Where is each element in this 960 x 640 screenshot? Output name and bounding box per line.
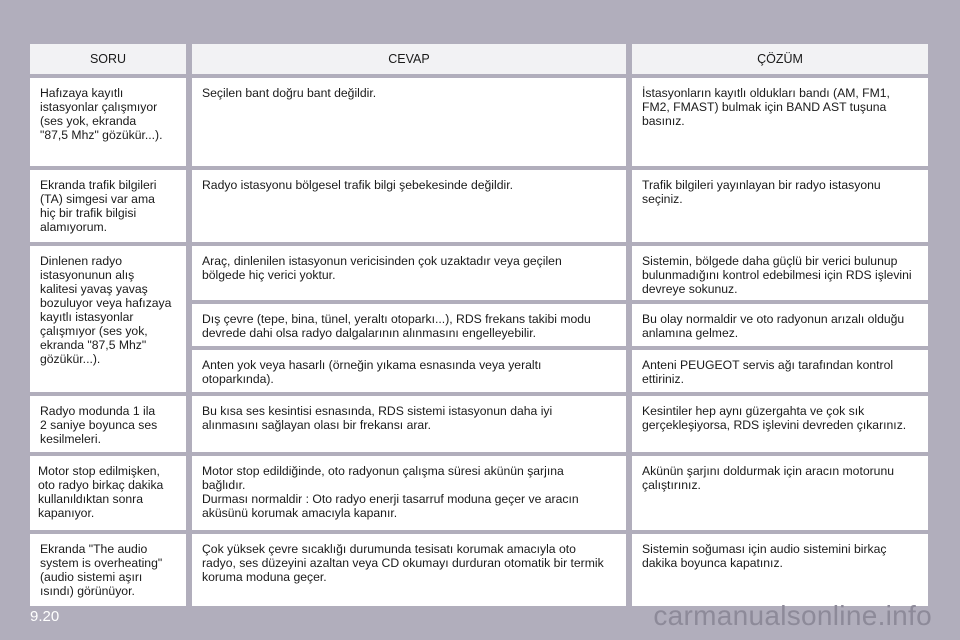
solution-cell: Kesintiler hep aynı güzergahta ve çok sık gerçekleşiyorsa, RDS işlevini devreden çıkarınız. — [632, 396, 928, 452]
cause-cell: Anten yok veya hasarlı (örneğin yıkama esnasında veya yeraltı otoparkında). — [192, 350, 626, 392]
cause-cell: Seçilen bant doğru bant değildir. — [192, 78, 626, 166]
problem-cell: Hafızaya kayıtlı istasyonlar çalışmıyor (ses yok, ekranda "87,5 Mhz" gözükür...). — [30, 78, 186, 166]
watermark: carmanualsonline.info — [653, 600, 932, 631]
cause-cell: Araç, dinlenilen istasyonun vericisinden çok uzaktadır veya geçilen bölgede hiç verici yoktur. — [192, 246, 626, 300]
solution-cell: Sistemin soğuması için audio sistemini birkaç dakika boyunca kapatınız. — [632, 534, 928, 606]
problem-cell: Radyo modunda 1 ila 2 saniye boyunca ses kesilmeleri. — [30, 396, 186, 452]
problem-cell: Motor stop edilmişken, oto radyo birkaç dakika kullanıldıktan sonra kapanıyor. — [30, 456, 186, 530]
cause-cell: Motor stop edildiğinde, oto radyonun çalışma süresi akünün şarjına bağlıdır. Durması normaldir : Oto radyo enerji tasarruf moduna geçer ve aracın aküsünü korumak amacıyla kapanır. — [192, 456, 626, 530]
problem-cell: Ekranda trafik bilgileri (TA) simgesi var ama hiç bir trafik bilgisi alamıyorum. — [30, 170, 186, 242]
solution-cell: Anteni PEUGEOT servis ağı tarafından kontrol ettiriniz. — [632, 350, 928, 392]
problem-cell: Ekranda "The audio system is overheating" (audio sistemi aşırı ısındı) görünüyor. — [30, 534, 186, 606]
header-problem: SORU — [30, 44, 186, 74]
problem-cell: Dinlenen radyo istasyonunun alış kalitesi yavaş yavaş bozuluyor veya hafızaya kayıtlı istasyonlar çalışmıyor (ses yok, ekranda "87,5 Mhz" gözükür...). — [30, 246, 186, 392]
header-solution: ÇÖZÜM — [632, 44, 928, 74]
solution-cell: Akünün şarjını doldurmak için aracın motorunu çalıştırınız. — [632, 456, 928, 530]
cause-cell: Çok yüksek çevre sıcaklığı durumunda tesisatı korumak amacıyla oto radyo, ses düzeyini azaltan veya CD okumayı durduran otomatik bir termik koruma moduna geçer. — [192, 534, 626, 606]
cause-cell: Radyo istasyonu bölgesel trafik bilgi şebekesinde değildir. — [192, 170, 626, 242]
solution-cell: Bu olay normaldir ve oto radyonun arızalı olduğu anlamına gelmez. — [632, 304, 928, 346]
header-cause: CEVAP — [192, 44, 626, 74]
solution-cell: İstasyonların kayıtlı oldukları bandı (AM, FM1, FM2, FMAST) bulmak için BAND AST tuşuna basınız. — [632, 78, 928, 166]
cause-cell: Bu kısa ses kesintisi esnasında, RDS sistemi istasyonun daha iyi alınmasını sağlayan olası bir frekansı arar. — [192, 396, 626, 452]
cause-cell: Dış çevre (tepe, bina, tünel, yeraltı otoparkı...), RDS frekans takibi modu devrede dahi olsa radyo dalgalarının alınmasını engelleyebilir. — [192, 304, 626, 346]
page-number: 9.20 — [30, 608, 60, 625]
solution-cell: Sistemin, bölgede daha güçlü bir verici bulunup bulunmadığını kontrol edebilmesi için RDS işlevini devreye sokunuz. — [632, 246, 928, 300]
solution-cell: Trafik bilgileri yayınlayan bir radyo istasyonu seçiniz. — [632, 170, 928, 242]
